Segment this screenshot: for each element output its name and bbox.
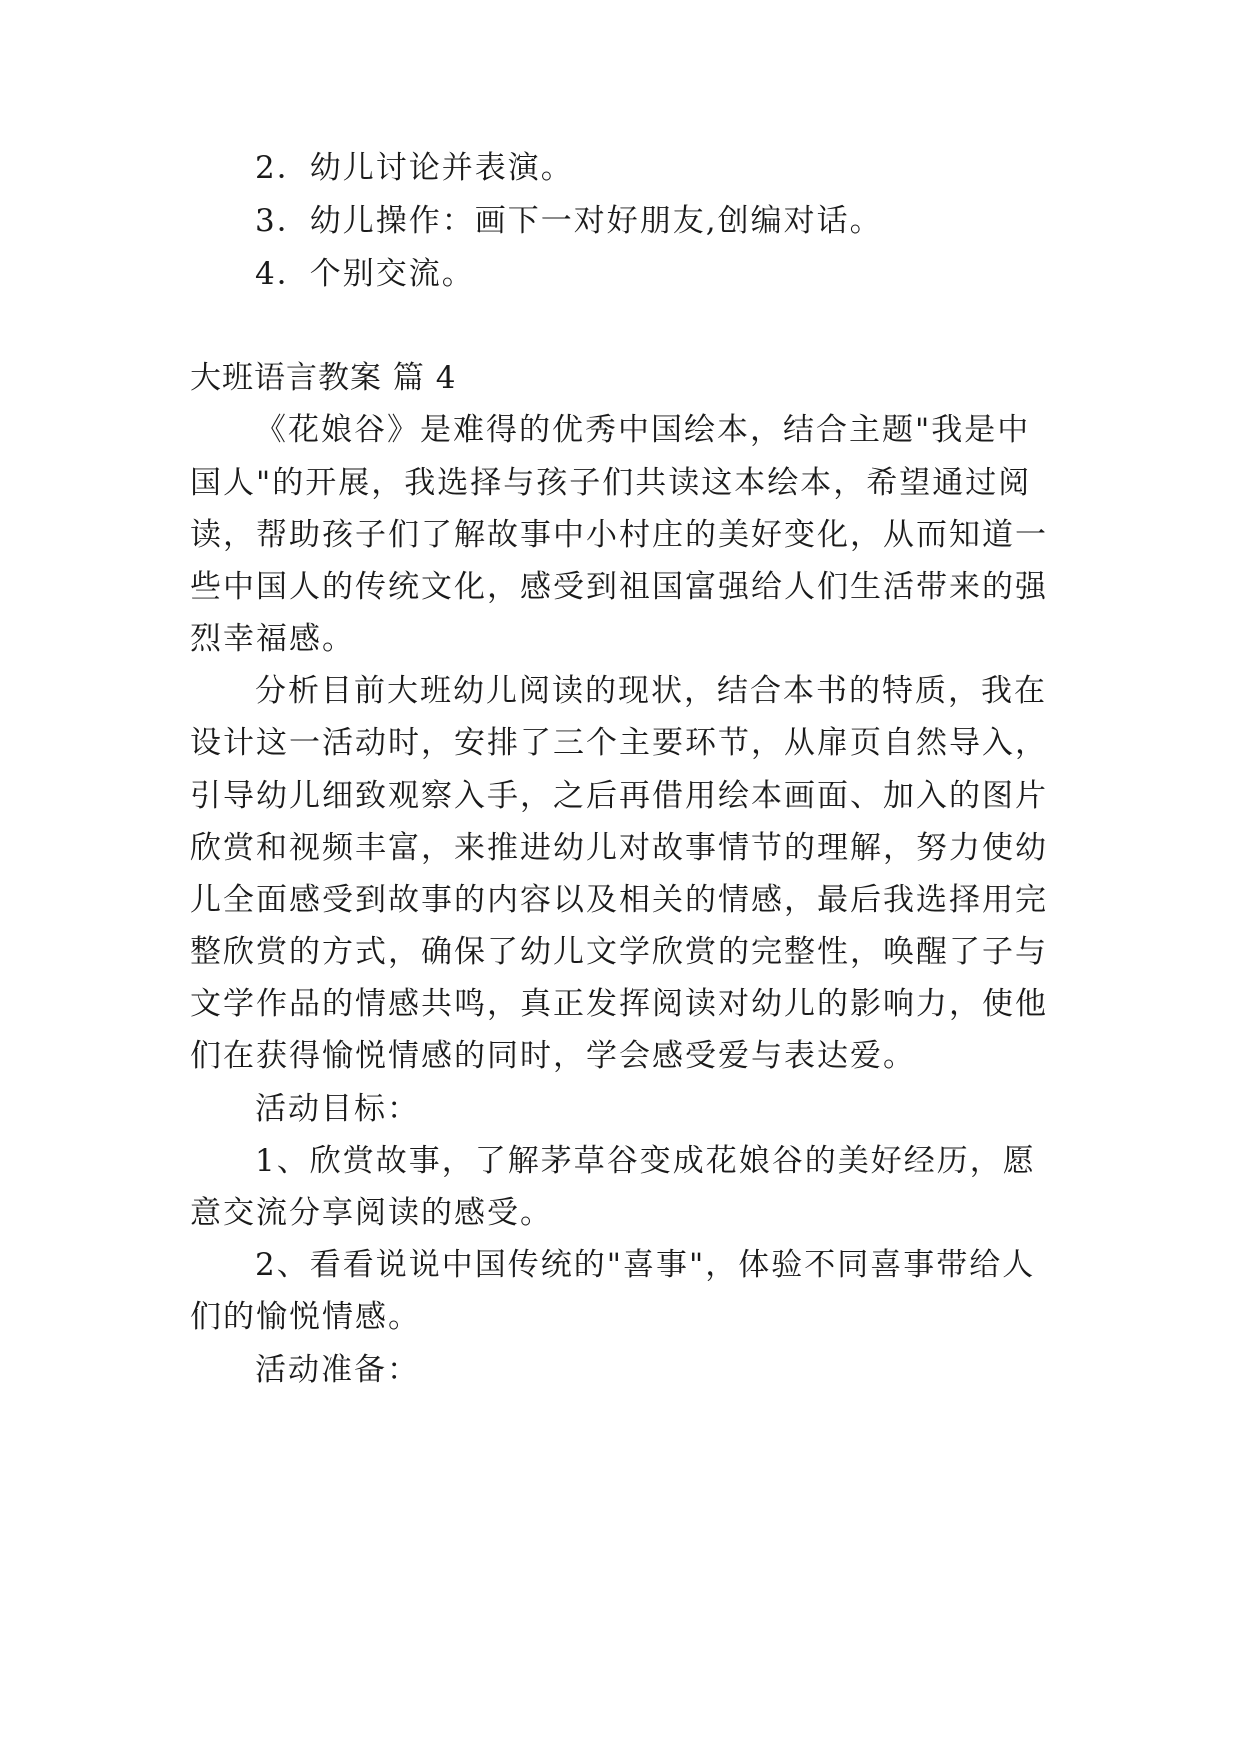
para1-line-5: 烈幸福感。 (190, 621, 355, 657)
goal1-line-1: 1、欣赏故事，了解茅草谷变成花娘谷的美好经历，愿 (255, 1143, 1036, 1179)
para2-line-3: 引导幼儿细致观察入手，之后再借用绘本画面、加入的图片 (190, 778, 1048, 814)
para1-line-3: 读，帮助孩子们了解故事中小村庄的美好变化，从而知道一 (190, 517, 1048, 553)
goals-heading: 活动目标： (255, 1091, 420, 1127)
section-title: 大班语言教案 篇 4 (190, 360, 457, 396)
para1-line-4: 些中国人的传统文化，感受到祖国富强给人们生活带来的强 (190, 569, 1048, 605)
para2-line-1: 分析目前大班幼儿阅读的现状，结合本书的特质，我在 (255, 673, 1047, 709)
para2-line-7: 文学作品的情感共鸣，真正发挥阅读对幼儿的影响力，使他 (190, 986, 1048, 1022)
para1-line-2: 国人"的开展，我选择与孩子们共读这本绘本，希望通过阅 (190, 465, 1032, 501)
para2-line-8: 们在获得愉悦情感的同时，学会感受爱与表达爱。 (190, 1038, 916, 1074)
goal2-line-2: 们的愉悦情感。 (190, 1299, 421, 1335)
para2-line-6: 整欣赏的方式，确保了幼儿文学欣赏的完整性，唤醒了子与 (190, 934, 1048, 970)
para2-line-2: 设计这一活动时，安排了三个主要环节，从扉页自然导入， (190, 725, 1048, 761)
goal2-line-1: 2、看看说说中国传统的"喜事"，体验不同喜事带给人 (255, 1247, 1036, 1283)
list-item-2: 2．幼儿讨论并表演。 (255, 150, 574, 186)
list-item-4: 4．个别交流。 (255, 256, 475, 292)
para2-line-4: 欣赏和视频丰富，来推进幼儿对故事情节的理解，努力使幼 (190, 830, 1048, 866)
para2-line-5: 儿全面感受到故事的内容以及相关的情感，最后我选择用完 (190, 882, 1048, 918)
prep-heading: 活动准备： (255, 1352, 420, 1388)
para1-line-1: 《花娘谷》是难得的优秀中国绘本，结合主题"我是中 (255, 412, 1031, 448)
list-item-3: 3．幼儿操作：画下一对好朋友,创编对话。 (255, 203, 883, 239)
goal1-line-2: 意交流分享阅读的感受。 (190, 1195, 553, 1231)
